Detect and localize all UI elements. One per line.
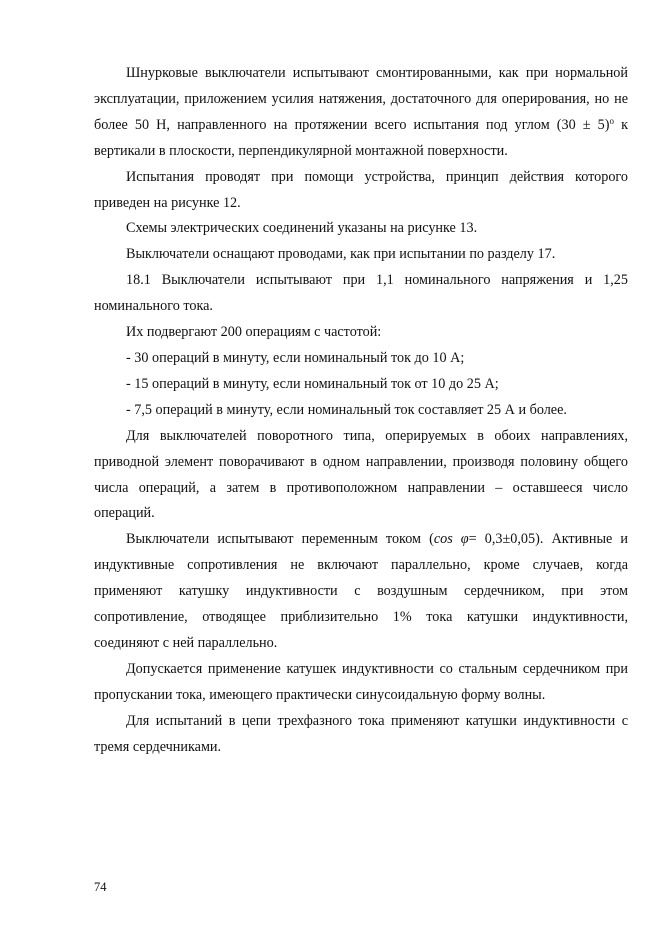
paragraph-wires: Выключатели оснащают проводами, как при испытании по разделу 17. bbox=[126, 246, 556, 263]
paragraph-text: Шнурковые выключатели испытывают смонтированными, как при нормальной эксплуатации, приложением усилия натяжения, достаточного для оперирования, но не более 50 Н, направленного на протяжении всего испытания под углом (30 ± 5) bbox=[94, 65, 628, 133]
paragraph-text: = 0,3±0,05). Активные и индуктивные сопротивления не включают параллельно, кроме случаев, когда применяют катушку индуктивности с воздушным сердечником, при этом сопротивление, отводящее приблизительно 1% тока катушки индуктивности, соединяют с ней параллельно. bbox=[94, 531, 628, 651]
paragraph-operations: Их подвергают 200 операциям с частотой: bbox=[126, 324, 382, 341]
paragraph-ac-testing bbox=[94, 527, 628, 657]
paragraph-test-device: Испытания проводят при помощи устройства, принцип действия которого приведен на рисунке 12. bbox=[94, 168, 628, 211]
cos-phi-italic: cos φ bbox=[433, 531, 469, 548]
list-item-7-5: - 7,5 операций в минуту, если номинальный ток составляет 25 А и более. bbox=[126, 401, 567, 418]
list-item-15: - 15 операций в минуту, если номинальный ток от 10 до 25 А; bbox=[126, 375, 499, 392]
degree-superscript: о bbox=[609, 115, 614, 126]
paragraph-text: Выключатели испытывают переменным током ( bbox=[126, 531, 434, 548]
paragraph-steel-core: Допускается применение катушек индуктивности со стальным сердечником при пропускании тока, имеющего практически синусоидальную форму волны. bbox=[94, 660, 628, 703]
paragraph-18-1: 18.1 Выключатели испытывают при 1,1 номинального напряжения и 1,25 номинального тока. bbox=[94, 272, 628, 315]
paragraph-text: к вертикали в плоскости, перпендикулярной монтажной поверхности. bbox=[94, 116, 628, 159]
list-item-30: - 30 операций в минуту, если номинальный ток до 10 А; bbox=[126, 349, 465, 366]
paragraph-cord-switches bbox=[94, 61, 628, 165]
paragraph-three-phase: Для испытаний в цепи трехфазного тока применяют катушки индуктивности с тремя сердечниками. bbox=[94, 712, 628, 755]
body-text bbox=[94, 61, 628, 760]
paragraph-rotary-switches: Для выключателей поворотного типа, оперируемых в обоих направлениях, приводной элемент поворачивают в одном направлении, производя половину общего числа операций, а затем в противоположном направлении – оставшееся число операций. bbox=[94, 427, 628, 522]
page-number: 74 bbox=[94, 880, 107, 894]
paragraph-wiring-diagrams: Схемы электрических соединений указаны на рисунке 13. bbox=[126, 220, 478, 237]
